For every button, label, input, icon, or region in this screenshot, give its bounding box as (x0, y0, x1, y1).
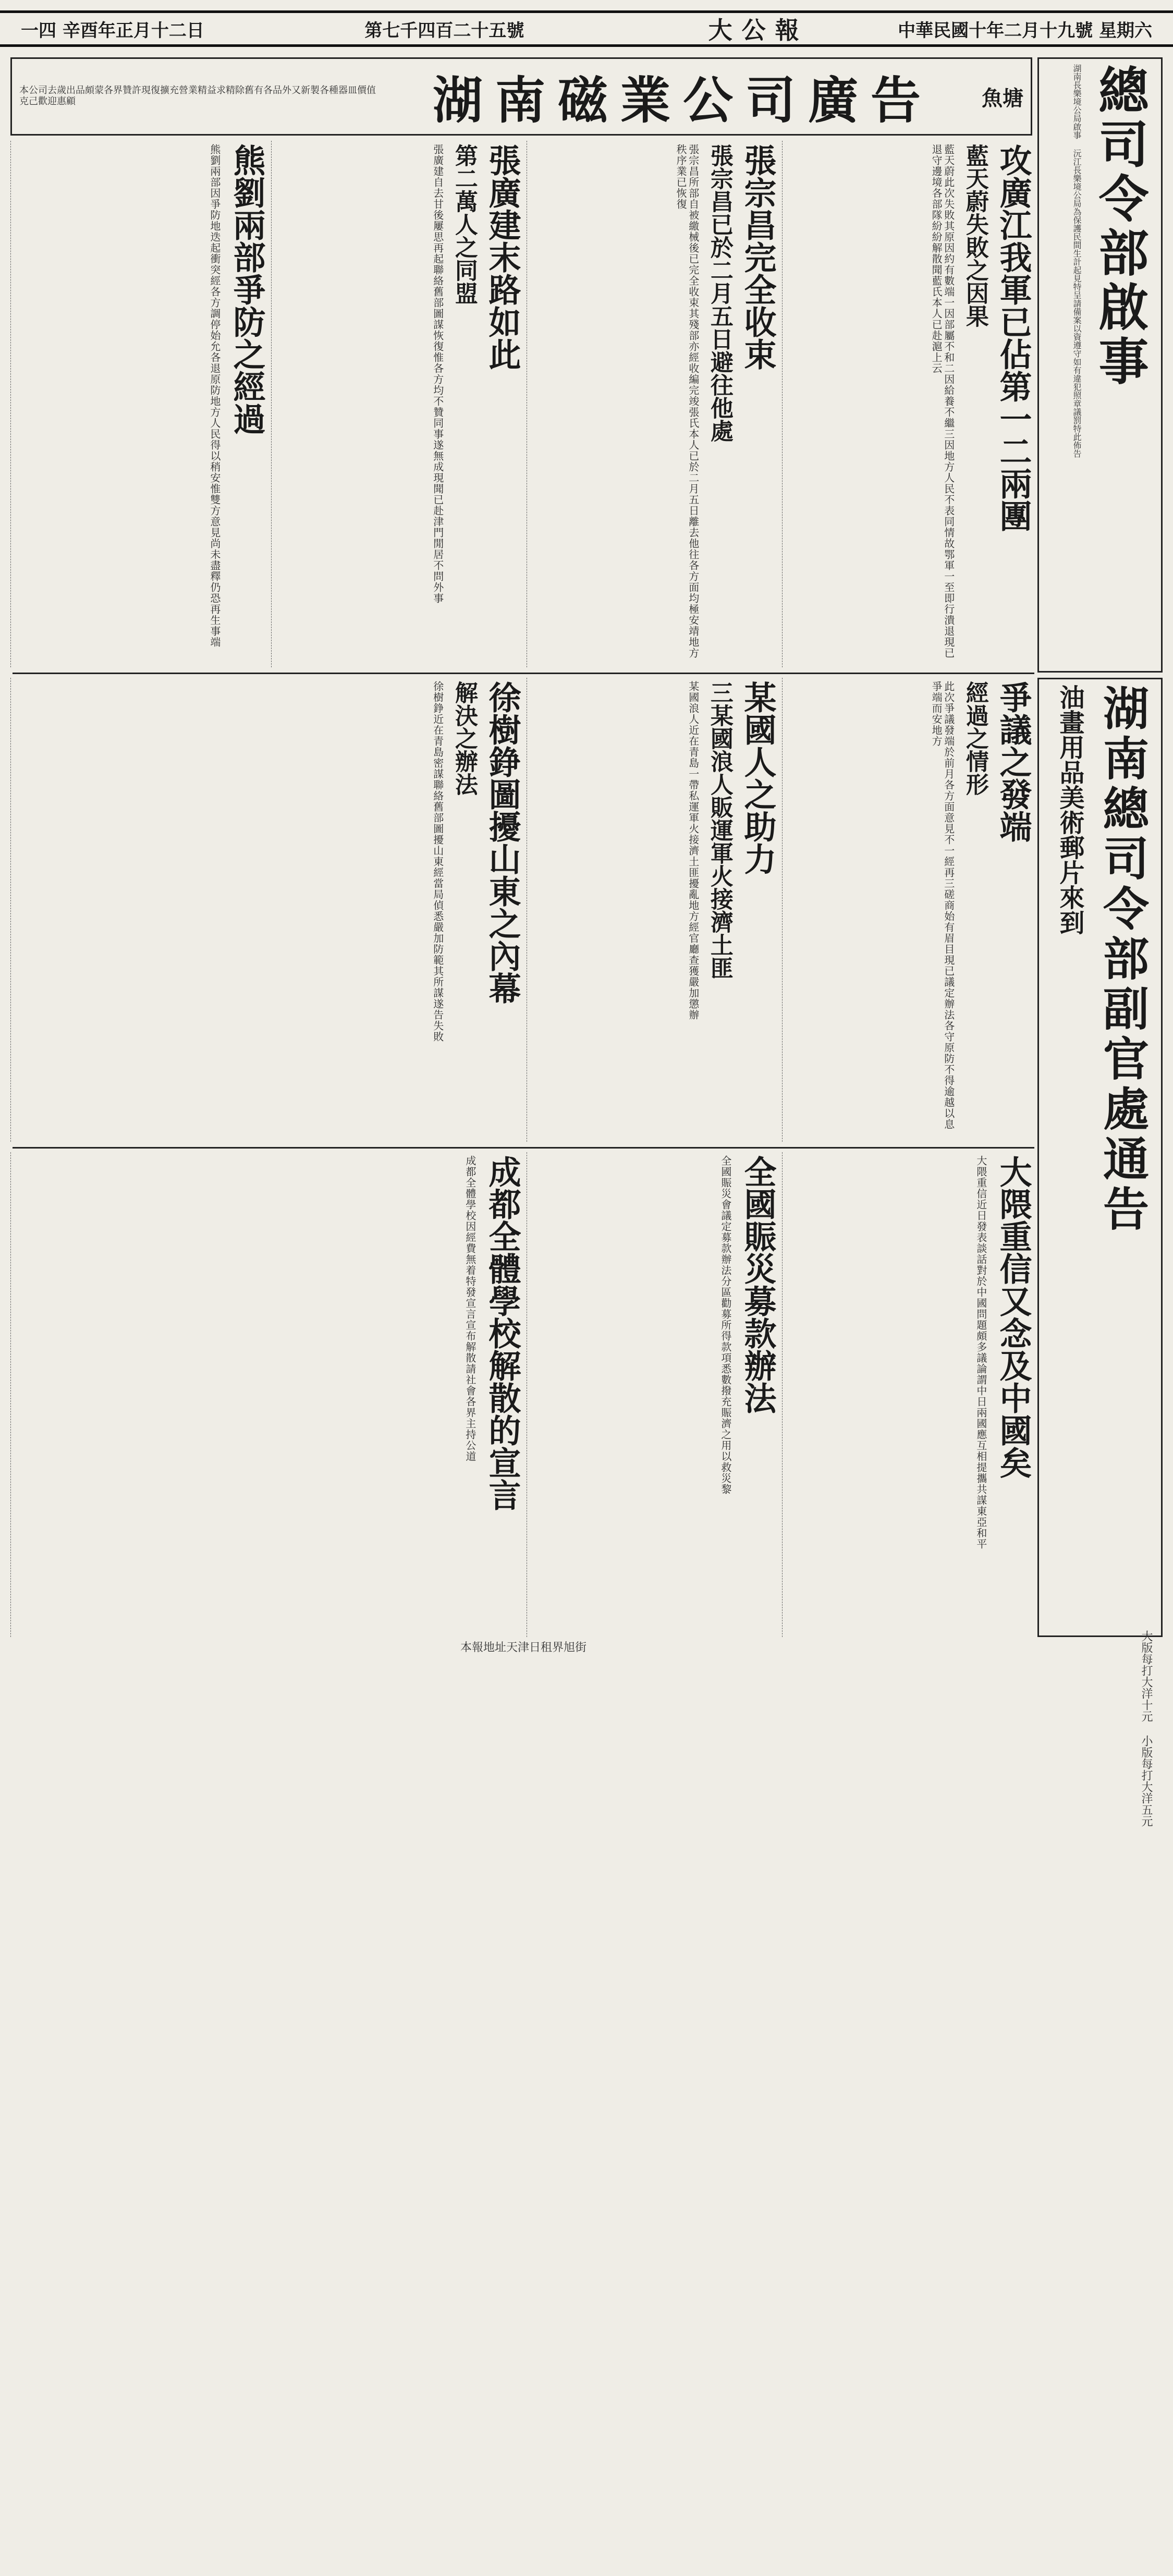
masthead (0, 10, 1173, 47)
right-ad-price: 大版每打大洋十元 小版每打大洋五元 (1140, 1630, 1153, 1827)
top-right-notice (1037, 57, 1163, 673)
date-line: 中華民國十年二月十九號 星期六 (898, 20, 1152, 41)
article-subhead: 三某國浪人販運軍火接濟土匪 (706, 681, 733, 979)
page-tag: 一四 辛酉年正月十二日 (21, 20, 204, 41)
article-headline: 大隈重信又念及中國矣 (994, 1155, 1032, 1479)
article-body: 張宗昌所部自被繳械後已完全收束其殘部亦經收編完竣張氏本人已於二月五日離去他往各方面均極安靖地方秩序業已恢復 (675, 144, 700, 658)
article (782, 678, 1032, 1142)
section-rule (13, 673, 1034, 674)
right-ad (1037, 678, 1163, 1827)
article (10, 141, 266, 667)
right-ad-title: 湖南總司令部副官處通告 (1096, 685, 1150, 1235)
article (527, 141, 777, 667)
article (782, 141, 1032, 667)
article-body: 某國浪人近在青島一帶私運軍火接濟土匪擾亂地方經官廳查獲嚴加懲辦 (687, 681, 700, 1020)
article-body: 全國賑災會議定募款辦法分區勸募所得款項悉數撥充賑濟之用以救災黎 (719, 1155, 732, 1495)
article-headline: 全國賑災募款辦法 (739, 1155, 777, 1414)
article (527, 1152, 777, 1637)
article-body: 大隈重信近日發表談話對於中國問題頗多議論謂中日兩國應互相提攜共謀東亞和平 (974, 1155, 987, 1549)
article-headline: 徐樹錚圖擾山東之內幕 (483, 681, 521, 1004)
section-rule (13, 1147, 1034, 1149)
ad-corner-label: 魚塘 (982, 86, 1023, 111)
article-subhead: 張宗昌已於二月五日避往他處 (706, 144, 733, 442)
article-body: 張廣建自去甘後屢思再起聯絡舊部圖謀恢復惟各方均不贊同事遂無成現聞已赴津門閒居不問外事 (431, 144, 444, 604)
article-subhead: 藍天蔚失敗之因果 (961, 144, 988, 327)
article-subhead: 第二萬人之同盟 (450, 144, 478, 304)
article-body: 成都全體學校因經費無着特發宣言宣布解散請社會各界主持公道 (463, 1155, 476, 1462)
article-headline: 張廣建末路如此 (483, 144, 521, 370)
article-headline: 攻廣江我軍已佔第一二兩團 (994, 144, 1032, 532)
article-headline: 某國人之助力 (739, 681, 777, 875)
article (10, 678, 521, 1142)
notice-body: 湖南長樂境公局啟事 沅江長樂境公局為保護民間生計起見特呈請備案以資遵守如有違犯照章議罰特此佈告 (1072, 64, 1082, 458)
article (782, 1152, 1032, 1637)
paper-name: 大公報 (708, 16, 809, 44)
article-body: 徐樹錚近在青島密謀聯絡舊部圖擾山東經當局偵悉嚴加防範其所謀遂告失敗 (431, 681, 444, 1042)
article-body: 此次爭議發端於前月各方面意見不一經再三磋商始有眉目現已議定辦法各守原防不得逾越以息爭端而安地方 (930, 681, 955, 1130)
article (271, 141, 521, 667)
article-body: 熊劉兩部因爭防地迭起衝突經各方調停始允各退原防地方人民得以稍安惟雙方意見尚未盡釋仍恐再生事端 (208, 144, 221, 648)
article-headline: 成都全體學校解散的宣言 (483, 1155, 521, 1511)
article-subhead: 經過之情形 (961, 681, 988, 796)
article-headline: 張宗昌完全收束 (739, 144, 777, 370)
ad-fine-print: 本公司去歲出品頗蒙各界贊許現復擴充營業精益求精除舊有各品外又新製各種器皿價值克己歡迎惠顧 (19, 85, 376, 107)
article-headline: 熊劉兩部爭防之經過 (228, 144, 266, 435)
article-body: 藍天蔚此次失敗其原因約有數端一因部屬不和二因給養不繼三因地方人民不表同情故鄂軍一至即行潰退現已退守邊境各部隊紛紛解散聞藍氏本人已赴滬上云 (930, 144, 955, 658)
article-subhead: 解決之辦法 (450, 681, 478, 796)
right-ad-subtitle: 油畫用品美術郵片來到 (1055, 685, 1084, 935)
notice-title: 總司令部啟事 (1091, 64, 1150, 389)
ad-title: 湖南磁業公司廣告 (433, 70, 933, 130)
article-headline: 爭議之發端 (994, 681, 1032, 843)
article (10, 1152, 521, 1637)
top-left-ad (10, 57, 1032, 136)
footer-note: 本報地址天津日租界旭街 (460, 1641, 586, 1654)
article (527, 678, 777, 1142)
issue-line: 第七千四百二十五號 (364, 20, 524, 41)
